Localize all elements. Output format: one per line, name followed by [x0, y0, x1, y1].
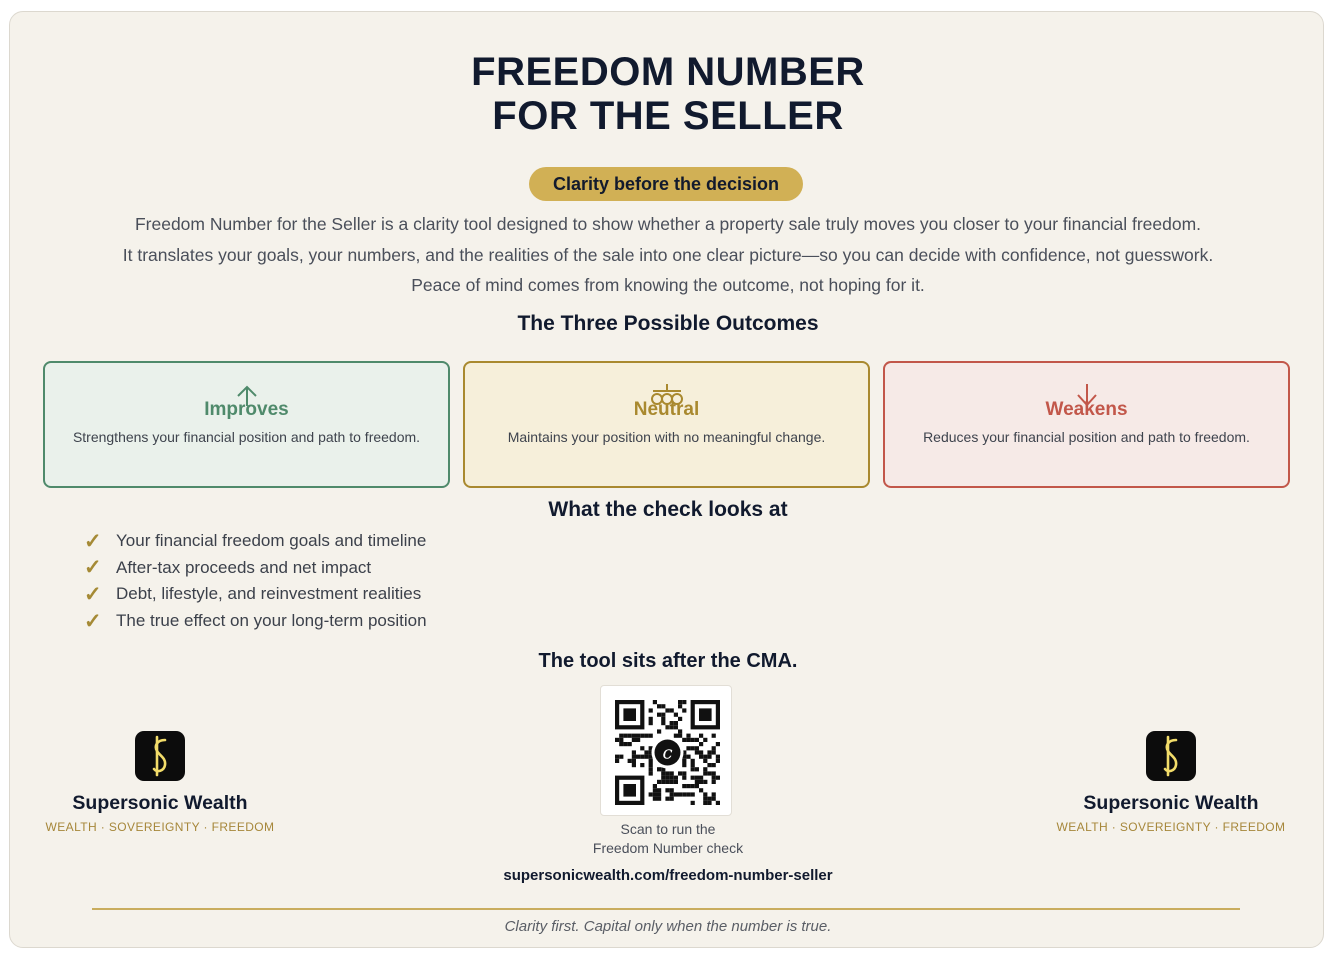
tool-url-link[interactable]: supersonicwealth.com/freedom-number-seller [503, 867, 833, 884]
checkmark-icon: ✓ [84, 582, 102, 606]
intro-line-3: Peace of mind comes from knowing the outcome, not hoping for it. [411, 275, 925, 295]
list-item: ✓ After-tax proceeds and net impact [84, 556, 372, 580]
brand-name: Supersonic Wealth [72, 792, 248, 814]
dollar-logo-icon [135, 731, 185, 781]
svg-text:c: c [662, 742, 673, 764]
brand-tagline: WEALTH · SOVEREIGNTY · FREEDOM [1056, 820, 1286, 834]
tagline-pill: Clarity before the decision [529, 167, 803, 201]
scan-line-2: Freedom Number check [592, 840, 744, 856]
outcome-card-neutral [463, 361, 870, 488]
divider [92, 908, 1240, 910]
scan-line-1: Scan to run the [620, 821, 716, 837]
list-item: ✓ Debt, lifestyle, and reinvestment realities [84, 582, 422, 606]
brand-name: Supersonic Wealth [1083, 792, 1259, 814]
qr-code-icon [601, 686, 733, 817]
intro-line-1: Freedom Number for the Seller is a clarity tool designed to show whether a property sale truly moves you closer to your financial freedom. [134, 214, 1202, 234]
outcome-card-weakens [883, 361, 1290, 488]
brand-right [1031, 731, 1311, 834]
list-item: ✓ Your financial freedom goals and timeline [84, 529, 427, 553]
page-title-line2: FOR THE SELLER [492, 94, 844, 138]
outcome-name: Weakens [1045, 399, 1128, 420]
outcome-name: Neutral [633, 399, 700, 420]
brand-tagline: WEALTH · SOVEREIGNTY · FREEDOM [45, 820, 275, 834]
checkmark-icon: ✓ [84, 609, 102, 633]
checkmark-icon: ✓ [84, 529, 102, 553]
checks-heading: What the check looks at [548, 498, 788, 521]
page-title-line1: FREEDOM NUMBER [471, 50, 865, 94]
brand-left [20, 731, 300, 834]
outcome-description: Strengthens your financial position and path to freedom. [72, 429, 421, 445]
tool-heading: The tool sits after the CMA. [538, 650, 798, 672]
list-item: ✓ The true effect on your long-term position [84, 609, 427, 633]
footer-text: Clarity first. Capital only when the number is true. [504, 918, 832, 935]
intro-line-2: It translates your goals, your numbers, and the realities of the sale into one clear picture—so you can decide with confidence, not guesswork. [122, 245, 1214, 265]
qr-code[interactable] [600, 685, 732, 816]
outcome-description: Maintains your position with no meaningful change. [507, 429, 826, 445]
checks-list [84, 528, 427, 634]
checkmark-icon: ✓ [84, 556, 102, 580]
dollar-logo-icon [1146, 731, 1196, 781]
outcomes-heading: The Three Possible Outcomes [517, 312, 819, 335]
outcome-name: Improves [204, 399, 289, 420]
outcome-card-improves [43, 361, 450, 488]
outcome-description: Reduces your financial position and path to freedom. [923, 429, 1250, 445]
